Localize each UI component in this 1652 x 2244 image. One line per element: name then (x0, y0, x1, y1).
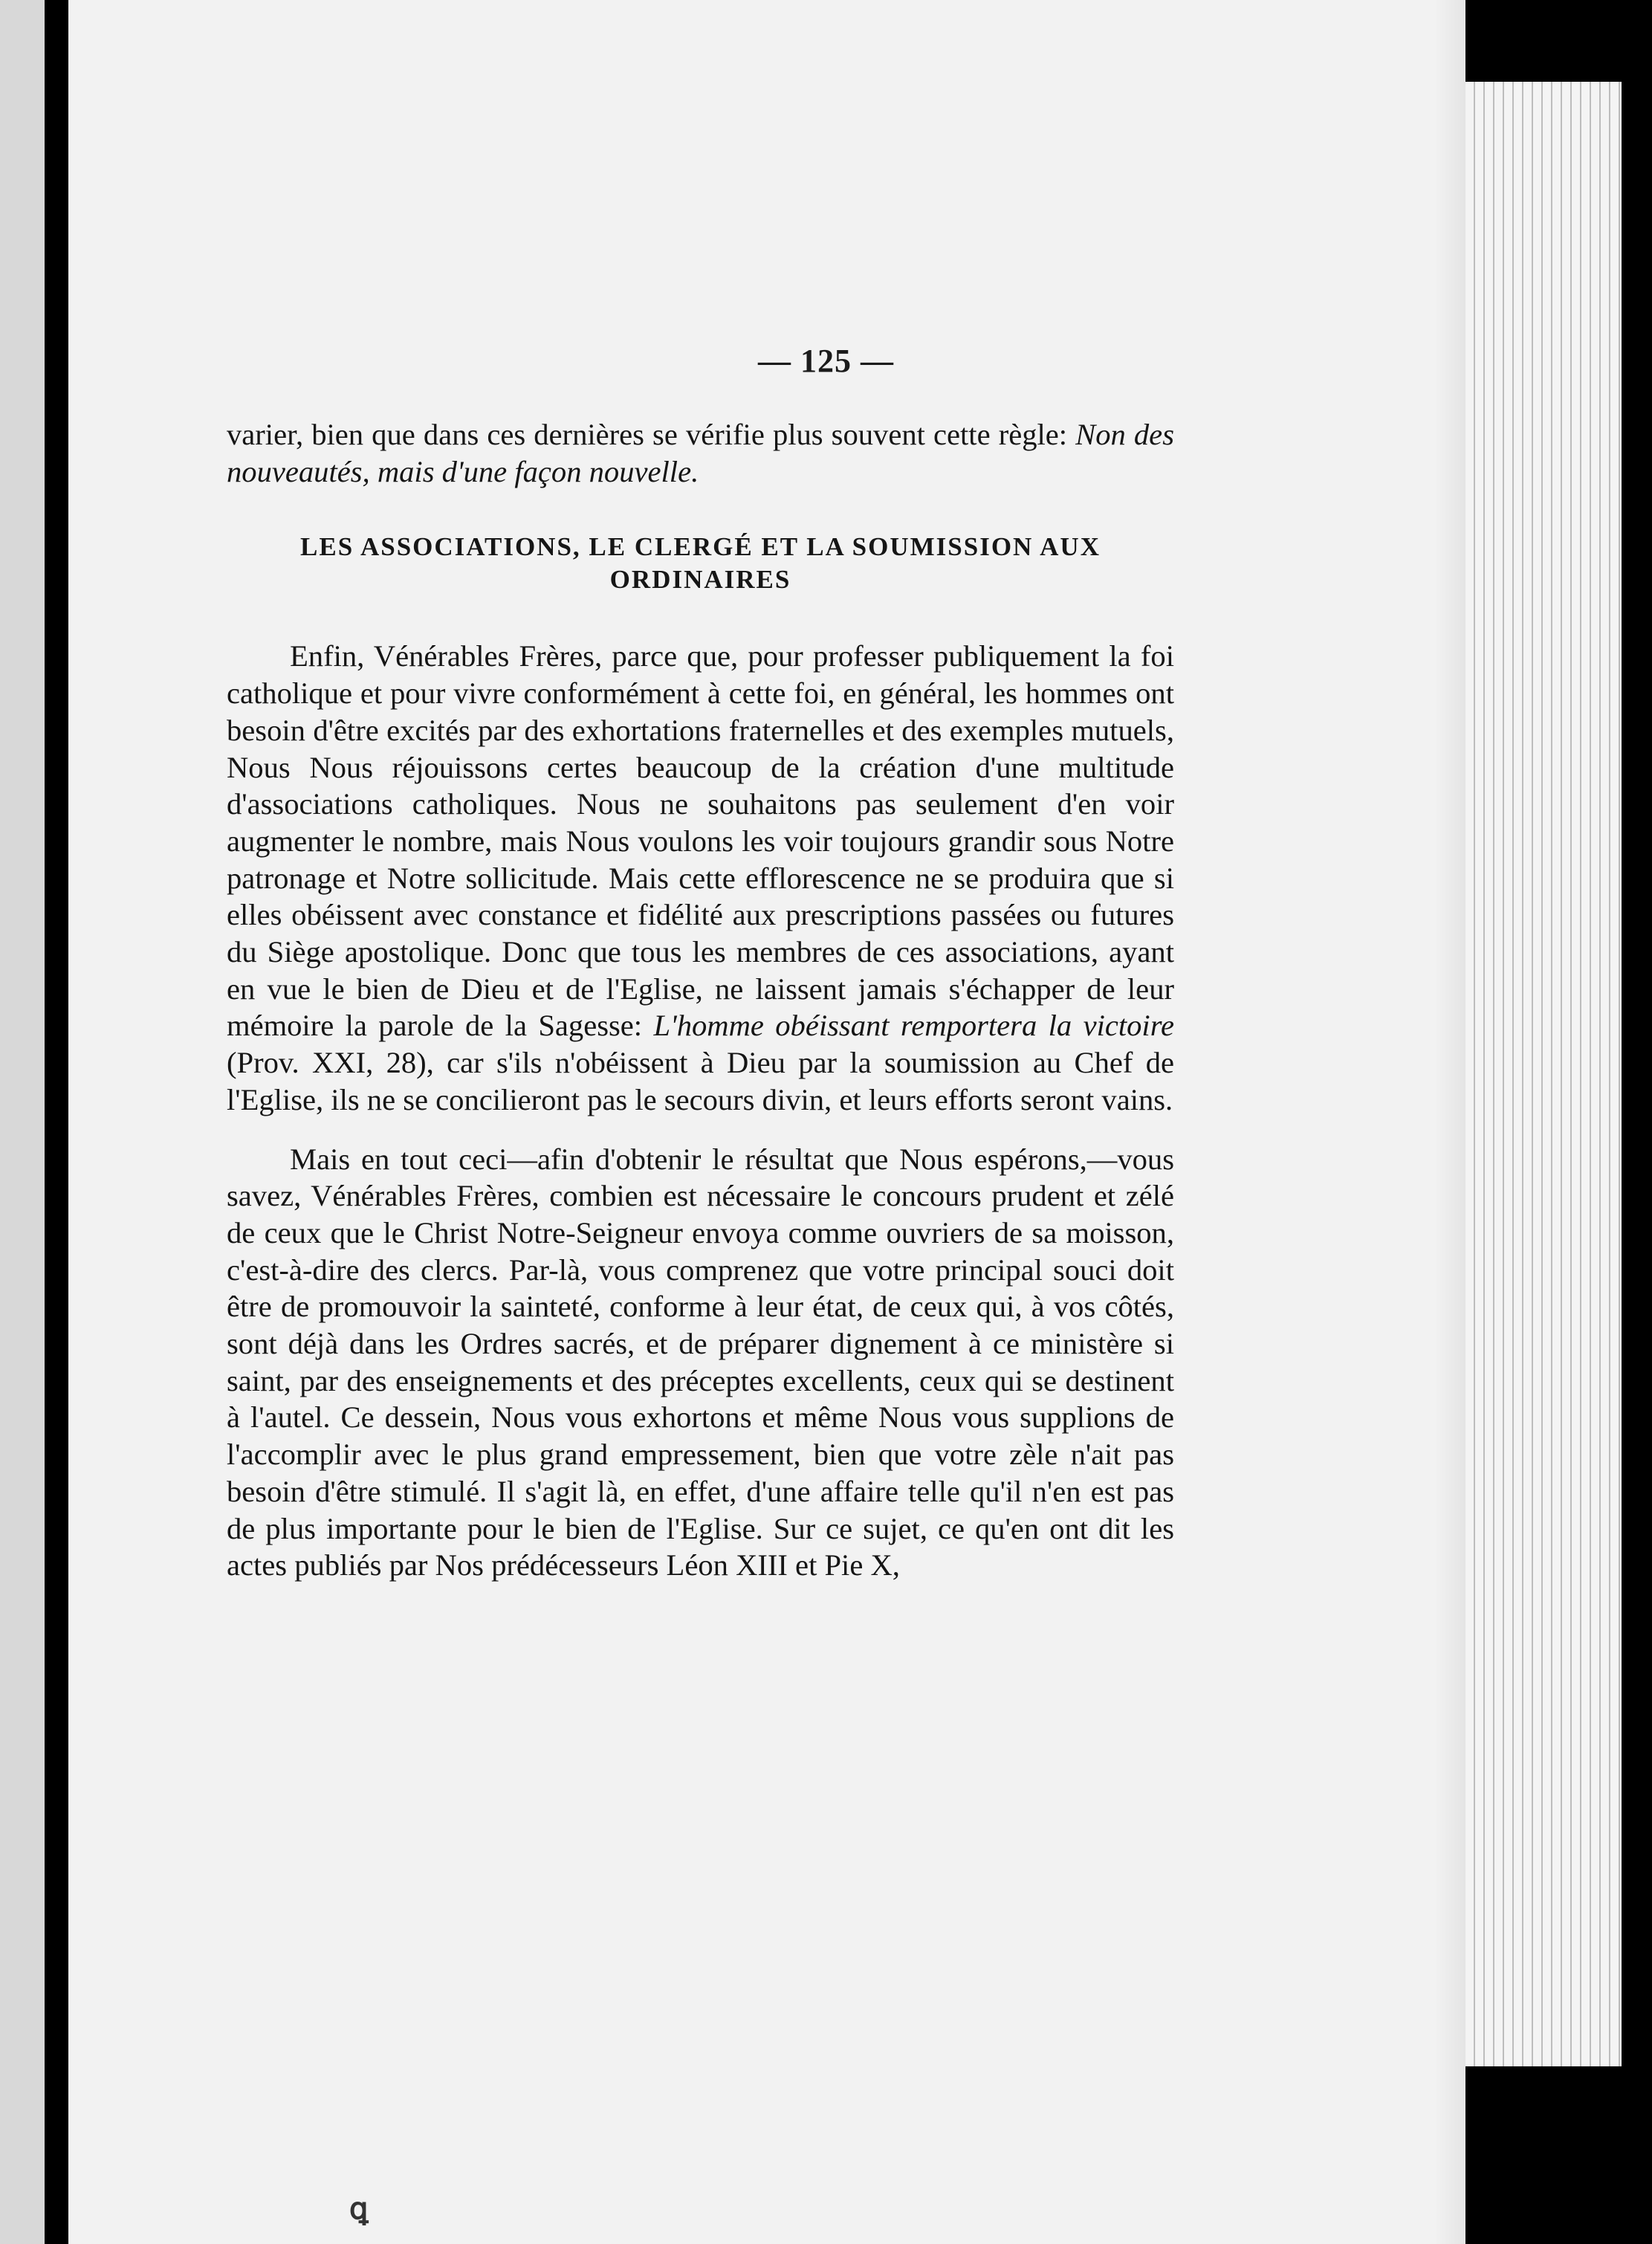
footer-mark: ꝗ (349, 2192, 369, 2225)
section-heading (227, 531, 1174, 596)
opening-lines (227, 416, 1174, 490)
section-heading-line-2: ORDINAIRES (609, 565, 791, 595)
page-gutter-shadow (1434, 0, 1465, 2244)
section-heading-line-1: LES ASSOCIATIONS, LE CLERGÉ ET LA SOUMISSION AUX (300, 532, 1101, 562)
opening-text: varier, bien que dans ces dernières se vérifie plus souvent cette règle: (227, 418, 1076, 451)
paragraph-1-text: Enfin, Vénérables Frères, parce que, pour professer publiquement la foi catholique et pour vivre conformément à cette foi, en général, les hommes ont besoin d'être excités par des exhortations fraternelles et des exemples mutuels, Nous Nous réjouissons certes beaucoup de la création d'une multitude d'associations catholiques. Nous ne souhaitons pas seulement d'en voir augmenter le nombre, mais Nous voulons les voir toujours grandir sous Notre patronage et Notre sollicitude. Mais cette efflorescence ne se produira que si elles obéissent avec constance et fidélité aux prescriptions passées ou futures du Siège apostolique. Donc que tous les membres de ces associations, ayant en vue le bien de Dieu et de l'Eglise, ne laissent jamais s'échapper de leur mémoire la parole de la Sagesse: (227, 639, 1174, 1043)
opening-italic-quote: Non des nouveautés, mais d'une façon nouvelle. (227, 418, 1174, 488)
paragraph-2: Mais en tout ceci—afin d'obtenir le résultat que Nous espérons,—vous savez, Vénérables Frères, combien est nécessaire le concours prudent et zélé de ceux que le Christ Notre-Seigneur envoya comme ouvriers de sa moisson, c'est-à-dire des clercs. Par-là, vous comprenez que votre principal souci doit être de promouvoir la sainteté, conforme à leur état, de ceux qui, à vos côtés, sont déjà dans les Ordres sacrés, et de préparer dignement à ce ministère si saint, par des enseignements et des préceptes excellents, ceux qui se destinent à l'autel. Ce dessein, Nous vous exhortons et même Nous vous supplions de l'accomplir avec le plus grand empressement, bien que votre zèle n'ait pas besoin d'être stimulé. Il s'agit là, en effet, d'une affaire telle qu'il n'en est pas de plus importante pour le bien de l'Eglise. Sur ce sujet, ce qu'en ont dit les actes publiés par Nos prédécesseurs Léon XIII et Pie X, (227, 1142, 1174, 1582)
paragraph-1-italic-quote: L'homme obéissant remportera la victoire (653, 1009, 1174, 1043)
left-page-edge (0, 0, 45, 2244)
page-number: — 125 — (758, 343, 894, 379)
paragraph-1 (227, 638, 1174, 1118)
body-text (227, 416, 1174, 1584)
paragraph-1-text-end: (Prov. XXI, 28), car s'ils n'obéissent à Dieu par la soumission au Chef de l'Eglise, ils ne se concilieront pas le secours divin, et leurs efforts seront vains. (227, 1046, 1174, 1116)
